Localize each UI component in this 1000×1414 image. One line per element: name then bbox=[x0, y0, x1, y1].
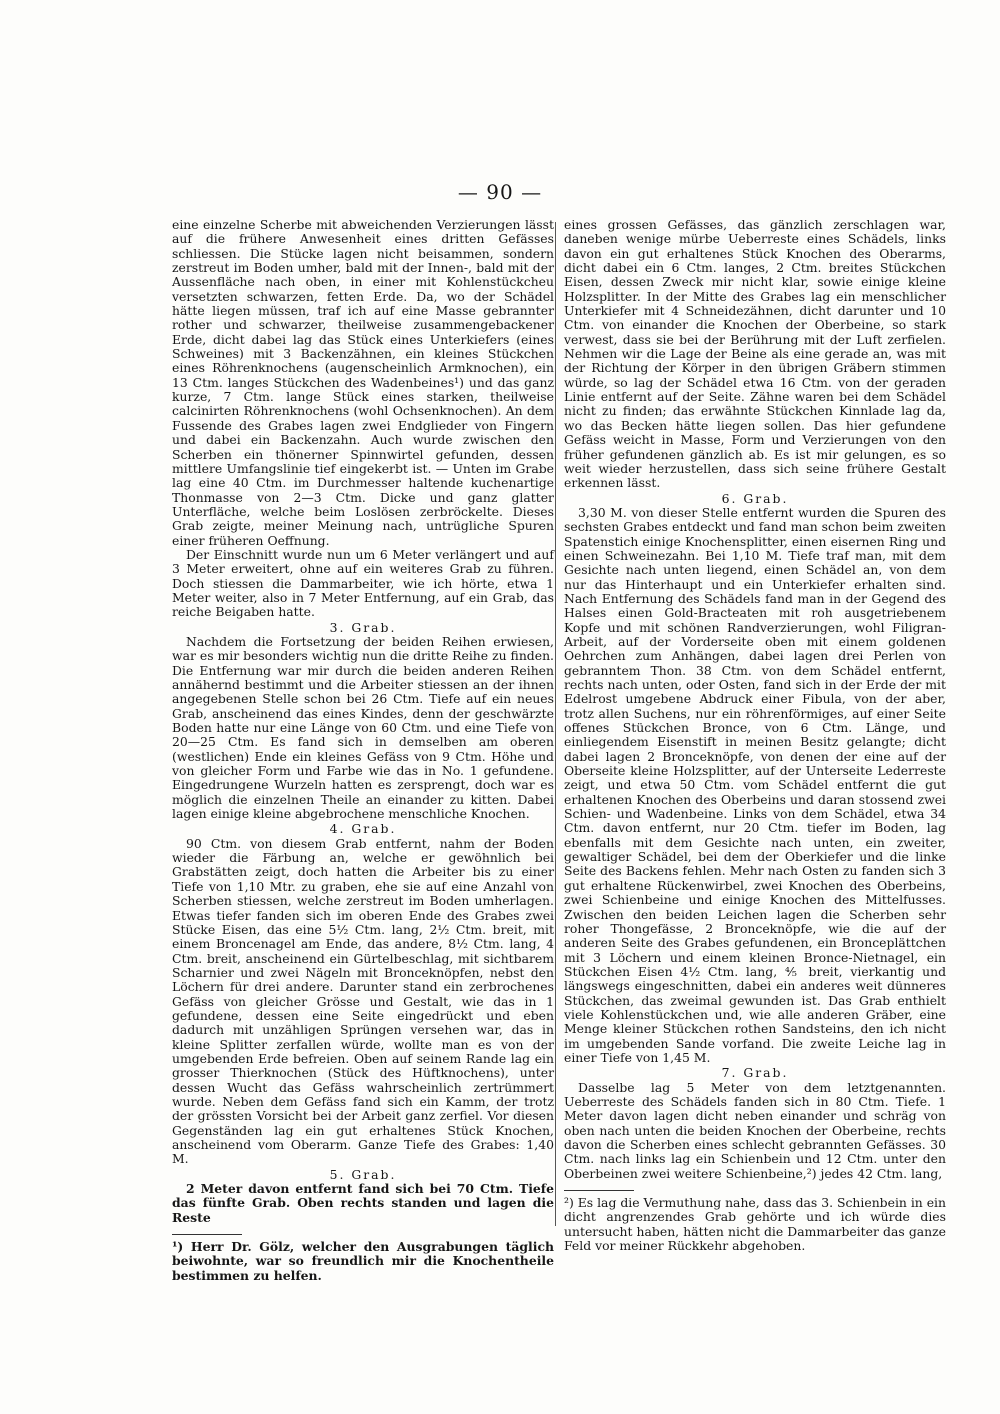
page-number: — 90 — bbox=[457, 180, 543, 204]
right-column bbox=[564, 218, 946, 1253]
footnote: ²) Es lag die Vermuthung nahe, dass das 3. Schienbein in ein dicht angrenzendes Grab gehörte und ich würde dies untersucht haben, hätten nicht die Dammarbeiter das ganze Feld vor meiner Rückkehr abgehoben. bbox=[564, 1195, 946, 1254]
footnote-divider bbox=[564, 1190, 634, 1191]
left-column bbox=[172, 218, 554, 1283]
paragraph: eine einzelne Scherbe mit abweichenden Verzierungen lässt auf die frühere Anwesenheit eines dritten Gefässes schliessen. Die Stücke lagen nicht beisammen, sondern zerstreut im Boden umher, bald mit der Innen-, bald mit der Aussenfläche nach oben, in einer mit Kohlenstückcheu versetzten schwarzen, fetten Erde. Da, wo der Schädel hätte liegen müssen, traf ich auf eine Masse gebrannter rother und schwarzer, theilweise zusammengebackener Erde, dicht dabei lag das Stück eines Unterkiefers (eines Schweines) mit 3 Backenzähnen, ein kleines Stückchen eines Röhrenknochens (augenscheinlich Armknochen), ein 13 Ctm. langes Stückchen des Wadenbeines¹) und das ganz kurze, 7 Ctm. lange Stück eines starken, theilweise calcinirten Röhrenknochens (wohl Ochsenknochen). An dem Fussende des Grabes lagen zwei Endglieder von Fingern und dabei ein Backenzahn. Auch wurde zwischen den Scherben ein thönerner Spinnwirtel gefunden, dessen mittlere Umfangslinie tief eingekerbt ist. — Unten im Grabe lag eine 40 Ctm. im Durchmesser haltende kuchenartige Thonmasse von 2—3 Ctm. Dicke und ganz glatter Unterfläche, welche beim Loslösen zerbröckelte. Dieses Grab zeigte, meiner Meinung nach, untrügliche Spuren einer früheren Oeffnung. bbox=[172, 217, 554, 548]
paragraph: eines grossen Gefässes, das gänzlich zerschlagen war, daneben wenige mürbe Ueberreste eines Schädels, links davon ein gut erhaltenes Stück Knochen des Oberarms, dicht dabei ein 6 Ctm. langes, 2 Ctm. breites Stückchen Eisen, dessen Zweck mir nicht klar, sowie einige kleine Holzsplitter. In der Mitte des Grabes lag ein menschlicher Unterkiefer mit 4 Schneidezähnen, dicht darunter und 10 Ctm. von einander die Knochen der Oberbeine, so stark verwest, dass sie bei der Berührung mit der Luft zerfielen. Nehmen wir die Lage der Beine als eine gerade an, was mit der Richtung der Körper in den übrigen Gräbern stimmen würde, so lag der Schädel etwa 16 Ctm. von der geraden Linie entfernt auf der Seite. Zähne waren bei dem Schädel nicht zu finden; das erwähnte Stückchen Kinnlade lag da, wo das Becken hätte liegen sollen. Das hier gefundene Gefäss weicht in Masse, Form und Verzierungen von den früher gefundenen gänzlich ab. Es ist mir gelungen, es so weit wieder herzustellen, dass sich seine frühere Gestalt erkennen lässt. bbox=[564, 217, 946, 491]
paragraph: 3,30 M. von dieser Stelle entfernt wurden die Spuren des sechsten Grabes entdeckt und fand man schon beim zweiten Spatenstich einige Knochensplitter, einen eisernen Ring und einen Schweinezahn. Bei 1,10 M. Tiefe traf man, mit dem Gesichte nach unten liegend, einen Schädel an, von dem nur das Hinterhaupt und ein Unterkiefer erhalten sind. Nach Entfernung des Schädels fand man in der Gegend des Halses einen Gold-Bracteaten mit roh ausgetriebenem Kopfe und mit schönen Randverzierungen, wohl Filigran-Arbeit, auf der Vorderseite oben mit einem goldenen Oehrchen zum Anhängen, dabei lagen drei Perlen von gebranntem Thon. 38 Ctm. von dem Schädel entfernt, rechts nach unten, oder Osten, fand sich in der Erde der mit Edelrost umgebene Abdruck einer Fibula, von der aber, trotz allen Suchens, nur ein röhrenförmiges, auf einer Seite offenes Stückchen Bronce, von 6 Ctm. Länge, und einliegendem Eisenstift in meinen Besitz gelangte; dicht dabei lagen 2 Bronceknöpfe, von denen der eine auf der Oberseite kleine Holzsplitter, auf der Unterseite Lederreste zeigt, und etwa 50 Ctm. vom Schädel entfernt die gut erhaltenen Knochen des Oberbeins und daran stossend zwei Schien- und Wadenbeine. Links von dem Schädel, etwa 34 Ctm. davon entfernt, nur 20 Ctm. tiefer im Boden, lag ebenfalls mit dem Gesichte nach unten, ein zweiter, gewaltiger Schädel, bei dem der Oberkiefer und die linke Seite des Backens fehlen. Mehr nach Osten zu fanden sich 3 gut erhaltene Rückenwirbel, zwei Knochen des Oberbeins, zwei Schienbeine und einige Knochen des Mittelfusses. Zwischen den beiden Leichen lagen die Scherben sehr roher Thongefässe, 2 Bronceknöpfe, wie die auf der anderen Seite des Grabes gefundenen, ein Broncеplättchen mit 3 Löchern und einem kleinen Bronce-Nietnagel, ein Stückchen Eisen 4½ Ctm. lang, ⅘ breit, vierkantig und längswegs eingeschnitten, dabei ein anderes weit dünneres Stückchen, das zweimal gewunden ist. Das Grab enthielt viele Kohlenstückchen und, wie alle anderen Gräber, eine Menge kleiner Stückchen rothen Sandsteins, den ich nicht im umgebenden Sande vorfand. Die zweite Leiche lag in einer Tiefe von 1,45 M. bbox=[564, 504, 946, 1065]
section-heading: 3. Grab. bbox=[329, 619, 397, 635]
paragraph: 90 Ctm. von diesem Grab entfernt, nahm der Boden wieder die Färbung an, welche er gewöhnlich bei Grabstätten zeigt, doch hatten die Arbeiter bis zu einer Tiefe von 1,10 Mtr. zu graben, ehe sie auf eine Anzahl von Scherben stiessen, welche zerstreut im Boden umherlagen. Etwas tiefer fanden sich im oberen Ende des Grabes zwei Stücke Eisen, das eine 5½ Ctm. lang, 2½ Ctm. breit, mit einem Broncenagel am Ende, das andere, 8½ Ctm. lang, 4 Ctm. breit, anscheinend ein Gürtelbeschlag, mit sichtbarem Scharnier und zwei Nägeln mit Bronceknöpfen, nebst den Löchern für drei andere. Darunter stand ein zerbrochenes Gefäss von gleicher Grösse und Gestalt, wie das in 1 gefundene, dessen eine Seite eingedrückt und eben dadurch mit unzähligen Sprüngen versehen war, das in kleine Splitter zerfallen würde, wollte man es von der umgebenden Erde befreien. Oben auf seinem Rande lag ein grosser Thierknochen (Stück des Hüftknochens), unter dessen Wucht das Gefäss wahrscheinlich zertrümmert wurde. Neben dem Gefäss fand sich ein Kamm, der trotz der grössten Vorsicht bei der Arbeit ganz zerfiel. Vor diesen Gegenständen lag ein gut erhaltenes Stück Knochen, anscheinend vom Oberarm. Ganze Tiefe des Grabes: 1,40 M. bbox=[172, 835, 554, 1167]
footnote-divider bbox=[172, 1234, 242, 1235]
section-heading: 6. Grab. bbox=[721, 490, 789, 506]
section-heading: 4. Grab. bbox=[329, 821, 397, 837]
column-divider bbox=[555, 222, 556, 1226]
section-heading: 5. Grab. bbox=[329, 1166, 397, 1182]
paragraph: Dasselbe lag 5 Meter von dem letztgenannten. Ueberreste des Schädels fanden sich in 80 Ctm. Tiefe. 1 Meter davon lagen dicht neben einander und schräg von oben nach unten die beiden Knochen der Oberbeine, rechts davon die Scherben eines schlecht gebrannten Gefässes. 30 Ctm. nach links lag ein Schienbein und 12 Ctm. unter den Oberbeinen zwei weitere Schienbeine,²) jedes 42 Ctm. lang, bbox=[564, 1079, 946, 1181]
paragraph: Nachdem die Fortsetzung der beiden Reihen erwiesen, war es mir besonders wichtig nun die dritte Reihe zu finden. Die Entfernung war mir durch die beiden anderen Reihen annähernd bestimmt und die Arbeiter stiessen an der ihnen angegebenen Stelle schon bei 26 Ctm. Tiefe auf ein neues Grab, anscheinend das eines Kindes, denn der geschwärzte Boden hatte nur eine Länge von 60 Ctm. und eine Tiefe von 20—25 Ctm. Es fand sich in demselben am oberen (westlichen) Ende ein kleines Gefäss von 9 Ctm. Höhe und von gleicher Form und Farbe wie das in No. 1 gefundene. Eingedrungene Wurzeln hatten es zersprengt, doch war es möglich die einzelnen Theile an einander zu kitten. Dabei lagen einige kleine abgebrochene menschliche Knochen. bbox=[172, 633, 554, 822]
footnote: ¹) Herr Dr. Gölz, welcher den Ausgrabungen täglich beiwohnte, war so freundlich mir die Knochentheile bestimmen zu helfen. bbox=[172, 1239, 554, 1283]
paragraph: Der Einschnitt wurde nun um 6 Meter verlängert und auf 3 Meter erweitert, ohne auf ein weiteres Grab zu führen. Doch stiessen die Dammarbeiter, wie ich hörte, etwa 1 Meter weiter, also in 7 Meter Entfernung, auf ein Grab, das reiche Beigaben hatte. bbox=[172, 546, 554, 620]
section-heading: 7. Grab. bbox=[721, 1065, 789, 1081]
paragraph: 2 Meter davon entfernt fand sich bei 70 Ctm. Tiefe das fünfte Grab. Oben rechts standen und lagen die Reste bbox=[172, 1181, 554, 1225]
